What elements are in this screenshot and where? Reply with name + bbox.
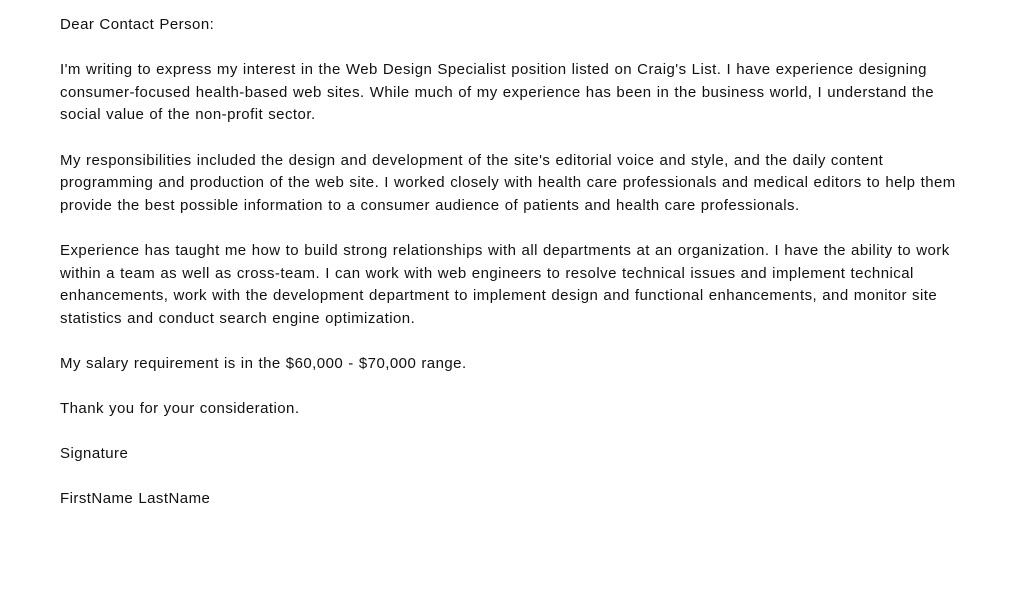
paragraph-thanks: Thank you for your consideration. [60, 400, 300, 418]
cover-letter [60, 14, 970, 534]
paragraph-interest: I'm writing to express my interest in the Web Design Specialist position listed on Craig's List. I have experience designing consumer-focused health-based web sites. While much of my experience has been in the business world, I understand the social value of the non-profit sector. [60, 61, 935, 124]
paragraph-salary: My salary requirement is in the $60,000 - $70,000 range. [60, 354, 467, 372]
signature: Signature [60, 445, 129, 463]
sender-name: FirstName LastName [60, 490, 211, 508]
salutation: Dear Contact Person: [60, 16, 215, 33]
paragraph-responsibilities: My responsibilities included the design and development of the site's editorial voice and style, and the daily content programming and production of the web site. I worked closely with health care professionals and medical editors to help them provide the best possible information to a consumer audience of patients and health care professionals. [60, 151, 956, 214]
paragraph-experience: Experience has taught me how to build strong relationships with all departments at an organization. I have the ability to work within a team as well as cross-team. I can work with web engineers to resolve technical issues and implement technical enhancements, work with the development department to implement design and functional enhancements, and monitor site statistics and conduct search engine optimization. [60, 241, 950, 327]
